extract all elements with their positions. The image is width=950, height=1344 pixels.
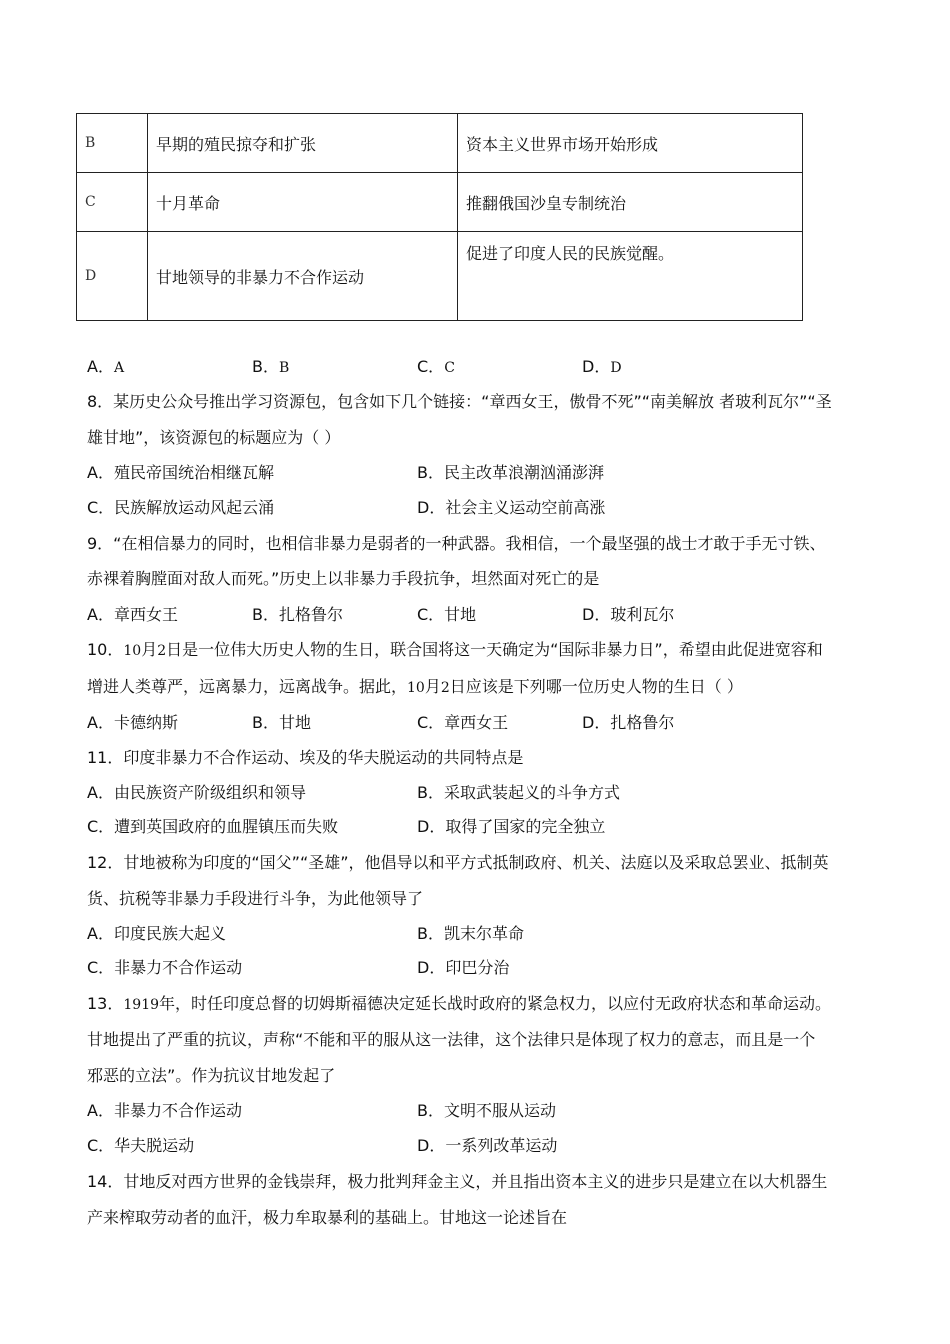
date-text: 月 — [141, 640, 158, 659]
date-number: 2 — [157, 643, 167, 659]
question-number: 10． — [87, 640, 124, 659]
row-letter: D — [77, 232, 148, 321]
q8-option-a: A．殖民帝国统治相继瓦解 — [87, 463, 274, 482]
q12-stem-line: 货、抗税等非暴力手段进行斗争，为此他领导了 — [87, 889, 424, 908]
q9-stem-line: 赤裸着胸膛面对敌人而死。”历史上以非暴力手段抗争，坦然面对死亡的是 — [87, 569, 600, 588]
q9-option-a: A．章西女王 — [87, 605, 178, 624]
q13-stem-line: 邪恶的立法”。作为抗议甘地发起了 — [87, 1066, 336, 1085]
q13-option-b: B．文明不服从运动 — [417, 1101, 556, 1120]
q13-option-a: A．非暴力不合作运动 — [87, 1101, 242, 1120]
q11-option-d: D．取得了国家的完全独立 — [417, 817, 606, 836]
row-result: 促进了印度人民的民族觉醒。 — [458, 232, 803, 321]
option-value: C — [444, 360, 455, 376]
q9-option-b: B．扎格鲁尔 — [252, 605, 343, 624]
q10-option-b: B．甘地 — [252, 713, 311, 732]
q14-stem-line: 14．甘地反对西方世界的金钱崇拜，极力批判拜金主义，并且指出资本主义的进步只是建立在以大机器生 — [87, 1172, 828, 1191]
q9-stem-line: 9．“在相信暴力的同时，也相信非暴力是弱者的一种武器。我相信，一个最坚强的战士才敢于手无寸铁、 — [87, 534, 826, 553]
date-number: 10 — [123, 643, 142, 659]
stem-text: 增进人类尊严，远离暴力，远离战争。据此， — [87, 677, 408, 696]
q8-stem-line: 雄甘地”，该资源包的标题应为（ ） — [87, 428, 341, 447]
option-prefix: D． — [582, 357, 611, 376]
q10-option-a: A．卡德纳斯 — [87, 713, 178, 732]
row-event: 早期的殖民掠夺和扩张 — [148, 114, 458, 173]
answer-table — [76, 113, 803, 321]
q10-stem-line — [87, 674, 743, 697]
q13-stem-line: 甘地提出了严重的抗议，声称“不能和平的服从这一法律，这个法律只是体现了权力的意志，而且是一个 — [87, 1030, 816, 1049]
option-value: B — [278, 360, 290, 376]
q11-option-b: B．采取武装起义的斗争方式 — [417, 783, 620, 802]
table-row — [77, 114, 803, 173]
q13-option-c: C．华夫脱运动 — [87, 1136, 195, 1155]
q13-stem-line — [87, 991, 831, 1014]
q7-option-c — [417, 354, 455, 377]
option-prefix: B． — [252, 357, 279, 376]
row-event: 十月革命 — [148, 173, 458, 232]
row-event: 甘地领导的非暴力不合作运动 — [148, 232, 458, 321]
q11-option-a: A．由民族资产阶级组织和领导 — [87, 783, 306, 802]
q7-option-d — [582, 354, 622, 377]
q10-option-d: D．扎格鲁尔 — [582, 713, 675, 732]
year-number: 1919 — [123, 997, 160, 1013]
table-row — [77, 232, 803, 321]
date-text: 月 — [424, 677, 441, 696]
q12-option-c: C．非暴力不合作运动 — [87, 958, 243, 977]
q8-option-c: C．民族解放运动风起云涌 — [87, 498, 275, 517]
date-number: 10 — [407, 680, 425, 696]
stem-text: 年，时任印度总督的切姆斯福德决定延长战时政府的紧急权力，以应付无政府状态和革命运动。 — [159, 994, 832, 1013]
stem-text: 日是一位伟大历史人物的生日，联合国将这一天确定为“国际非暴力日”，希望由此促进宽容和 — [166, 640, 823, 659]
q7-option-b — [252, 354, 289, 377]
option-value: D — [610, 360, 622, 376]
q8-option-d: D．社会主义运动空前高涨 — [417, 498, 606, 517]
row-letter: C — [77, 173, 148, 232]
q10-option-c: C．章西女王 — [417, 713, 509, 732]
q8-option-b: B．民主改革浪潮汹涌澎湃 — [417, 463, 604, 482]
row-letter: B — [77, 114, 148, 173]
q12-option-d: D．印巴分治 — [417, 958, 510, 977]
q8-stem-line: 8．某历史公众号推出学习资源包，包含如下几个链接：“章西女王，傲骨不死”“南美解放 者玻利瓦尔”“圣 — [87, 392, 832, 411]
q9-option-c: C．甘地 — [417, 605, 477, 624]
q12-stem-line: 12．甘地被称为印度的“国父”“圣雄”，他倡导以和平方式抵制政府、机关、法庭以及采取总罢业、抵制英 — [87, 853, 829, 872]
option-prefix: A． — [87, 357, 114, 376]
row-result: 资本主义世界市场开始形成 — [458, 114, 803, 173]
q12-option-b: B．凯末尔革命 — [417, 924, 524, 943]
date-number: 2 — [440, 680, 450, 696]
q13-option-d: D．一系列改革运动 — [417, 1136, 558, 1155]
q12-option-a: A．印度民族大起义 — [87, 924, 226, 943]
q10-stem-line — [87, 637, 823, 660]
q9-option-d: D．玻利瓦尔 — [582, 605, 675, 624]
option-prefix: C． — [417, 357, 445, 376]
option-value: A — [113, 360, 125, 376]
question-number: 13． — [87, 994, 124, 1013]
q14-stem-line: 产来榨取劳动者的血汗，极力牟取暴利的基础上。甘地这一论述旨在 — [87, 1208, 568, 1227]
q11-option-c: C．遭到英国政府的血腥镇压而失败 — [87, 817, 339, 836]
stem-text: 日应该是下列哪一位历史人物的生日（ ） — [449, 677, 743, 696]
q11-stem-line: 11．印度非暴力不合作运动、埃及的华夫脱运动的共同特点是 — [87, 748, 524, 767]
table-row — [77, 173, 803, 232]
q7-option-a — [87, 354, 124, 377]
row-result: 推翻俄国沙皇专制统治 — [458, 173, 803, 232]
